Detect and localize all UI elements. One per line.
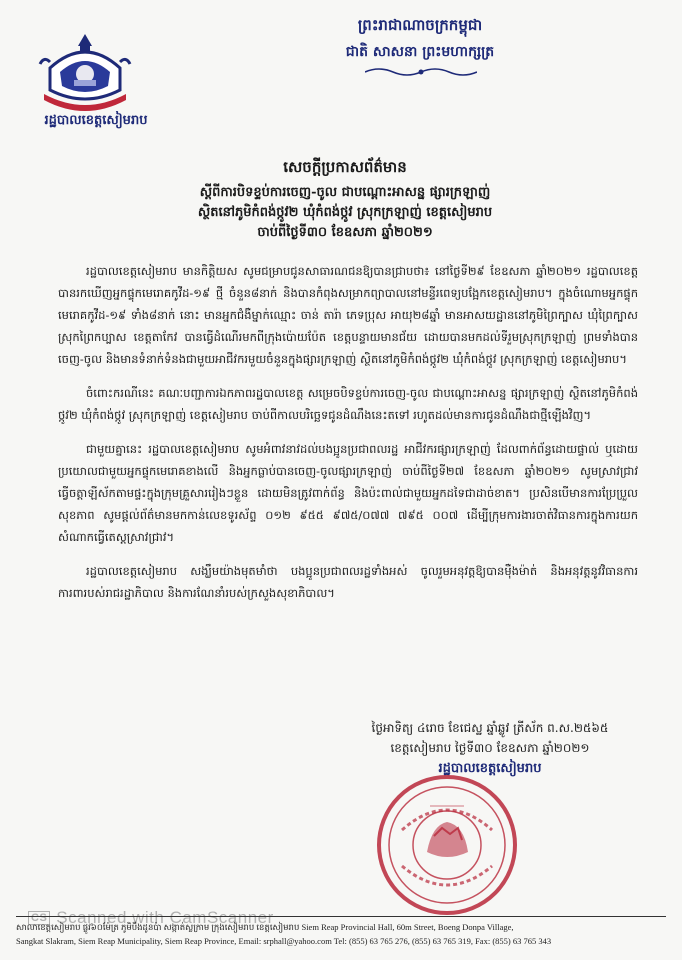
kingdom-heading: ព្រះរាជាណាចក្រកម្ពុជា <box>357 16 483 34</box>
body-paragraph: ចំពោះករណីនេះ គណៈបញ្ជាការឯកភាពរដ្ឋបាលខេត្ត សម្រេចបិទខ្ទប់ការចេញ-ចូល ជាបណ្ដោះអាសន្ន ផ្សារក្រឡាញ់ ស្ថិតនៅភូមិកំពង់ថ្កូវ២ ឃុំកំពង់ថ្កូវ ស្រុកក្រឡាញ់ ខេត្តសៀមរាប ចាប់ពីកាលបរិច្ឆេទជូនដំណឹងនេះតទៅ រហូតដល់មានការជូនដំណឹងជាថ្មីឡើងវិញ។ <box>58 386 638 422</box>
notice-body <box>58 260 638 616</box>
footer-address <box>16 920 666 948</box>
body-paragraph: រដ្ឋបាលខេត្តសៀមរាប សង្ឃឹមយ៉ាងមុតមាំថា បងប្អូនប្រជាពលរដ្ឋទាំងអស់ ចូលរួមអនុវត្តឱ្យបានម៉ឺងម៉ាត់ និងអនុវត្តនូវវិធានការការពារបស់រាជរដ្ឋាភិបាល និងការណែនាំរបស់ក្រសួងសុខាភិបាល។ <box>58 564 638 600</box>
official-seal-stamp <box>372 770 522 920</box>
notice-title-block <box>110 158 580 244</box>
notice-subtitle-line: ចាប់ពីថ្ងៃទី៣០ ខែឧសភា ឆ្នាំ២០២១ <box>257 225 433 240</box>
cs-badge: CS <box>28 911 50 925</box>
organization-name: រដ្ឋបាលខេត្តសៀមរាប <box>44 113 148 128</box>
footer-address-line: Sangkat Slakram, Siem Reap Municipality, Siem Reap Province, Email: srphall@yahoo.com Tel: (855) 63 765 276, (855) 63 765 319, Fax: (855) 63 765 343 <box>16 936 552 946</box>
decorative-ornament <box>365 66 477 78</box>
letterhead-footer <box>0 916 682 960</box>
gregorian-date: ខេត្តសៀមរាប ថ្ងៃទី៣០ ខែឧសភា ឆ្នាំ២០២១ <box>390 741 590 755</box>
body-paragraph: ជាមួយគ្នានេះ រដ្ឋបាលខេត្តសៀមរាប សូមអំពាវនាវដល់បងប្អូនប្រជាពលរដ្ឋ អាជីវករផ្សារក្រឡាញ់ ដែលពាក់ព័ន្ធដោយផ្ទាល់ ឬដោយប្រយោលជាមួយអ្នកផ្ទុកមេរោគខាងលើ និងអ្នកធ្លាប់បានចេញ-ចូលផ្សារក្រឡាញ់ ចាប់ពីថ្ងៃទី២៧ ខែឧសភា ឆ្នាំ២០២១ សូមស្រាវជ្រាវធ្វើចត្តាឡីស័កតាមផ្ទះក្នុងក្រុមគ្រួសាររៀងៗខ្លួន ដោយមិនត្រូវពាក់ព័ន្ធ និងប៉ះពាល់ជាមួយអ្នកដទៃជាដាច់ខាត។ ប្រសិនបើមានការប្រែប្រួលសុខភាព សូមផ្តល់ព័ត៌មានមកកាន់លេខទូរស័ព្ទ ០១២ ៩៥៥ ៩៧៥/០៧៧ ៧៩៥ ០០៧ ដើម្បីក្រុមការងារចាត់វិធានការក្នុងការយកសំណាកធ្វើតេស្តស្រាវជ្រាវ។ <box>58 442 638 544</box>
notice-subtitle-line: ស្តីពីការបិទខ្ទប់ការចេញ-ចូល ជាបណ្ដោះអាសន្ន ផ្សារក្រឡាញ់ <box>199 185 491 200</box>
signer-name: រដ្ឋបាលខេត្តសៀមរាប <box>438 761 542 776</box>
lunar-date: ថ្ងៃអាទិត្យ ៤រោច ខែជេស្ឋ ឆ្នាំឆ្លូវ ត្រីស័ក ព.ស.២៥៦៥ <box>371 721 609 735</box>
provincial-emblem-logo <box>30 28 140 116</box>
body-paragraph: រដ្ឋបាលខេត្តសៀមរាប មានកិត្តិយស សូមជម្រាបជូនសាធារណជនឱ្យបានជ្រាបថា៖ នៅថ្ងៃទី២៩ ខែឧសភា ឆ្នាំ២០២១ រដ្ឋបាលខេត្ត បានរកឃើញអ្នកផ្ទុកមេរោគកូវីដ-១៩ ថ្មី ចំនួន៨នាក់ និងបានកំពុងសម្រាកព្យាបាលនៅមន្ទីរពេទ្យបង្អែកខេត្តសៀមរាប។ ក្នុងចំណោមអ្នកផ្ទុកមេរោគកូវីដ-១៩ ទាំង៨នាក់ នោះ មានអ្នកជំងឺម្នាក់ឈ្មោះ ចាន់ តារ៉ា ភេទប្រុស អាយុ២៨ឆ្នាំ មានអាសយដ្ឋាននៅភូមិព្រៃក្បាស ឃុំព្រៃក្បាស ស្រុកព្រៃកប្បាស ខេត្តតាកែវ បានធ្វើដំណើរមកពីក្រុងប៉ោយប៉ែត ខេត្តបន្ទាយមានជ័យ ដោយបានមកដល់ទីរួមស្រុកក្រឡាញ់ ព្រមទាំងបានចេញ-ចូល និងមានទំនាក់ទំនងជាមួយអាជីវករមួយចំនួនក្នុងផ្សារក្រឡាញ់ ស្ថិតនៅភូមិកំពង់ថ្កូវ២ ឃុំកំពង់ថ្កូវ ស្រុកក្រឡាញ់ ខេត្តសៀមរាប។ <box>58 264 638 366</box>
national-motto: ជាតិ សាសនា ព្រះមហាក្សត្រ <box>345 44 495 60</box>
footer-address-line: សាលាខេត្តសៀមរាប ផ្លូវ៦០ម៉ែត្រ ភូមិបឹងដូនប៉ា សង្កាត់ស្លក្រាម ក្រុងសៀមរាប ខេត្តសៀមរាប Siem Reap Provincial Hall, 60m Street, Boeng Donpa Village, <box>16 922 514 932</box>
footer-divider <box>16 916 666 917</box>
notice-subtitle-line: ស្ថិតនៅភូមិកំពង់ថ្កូវ២ ឃុំកំពង់ថ្កូវ ស្រុកក្រឡាញ់ ខេត្តសៀមរាប <box>197 205 493 220</box>
watermark-text: Scanned with CamScanner <box>56 908 274 927</box>
notice-title: សេចក្តីប្រកាសព័ត៌មាន <box>283 158 407 176</box>
